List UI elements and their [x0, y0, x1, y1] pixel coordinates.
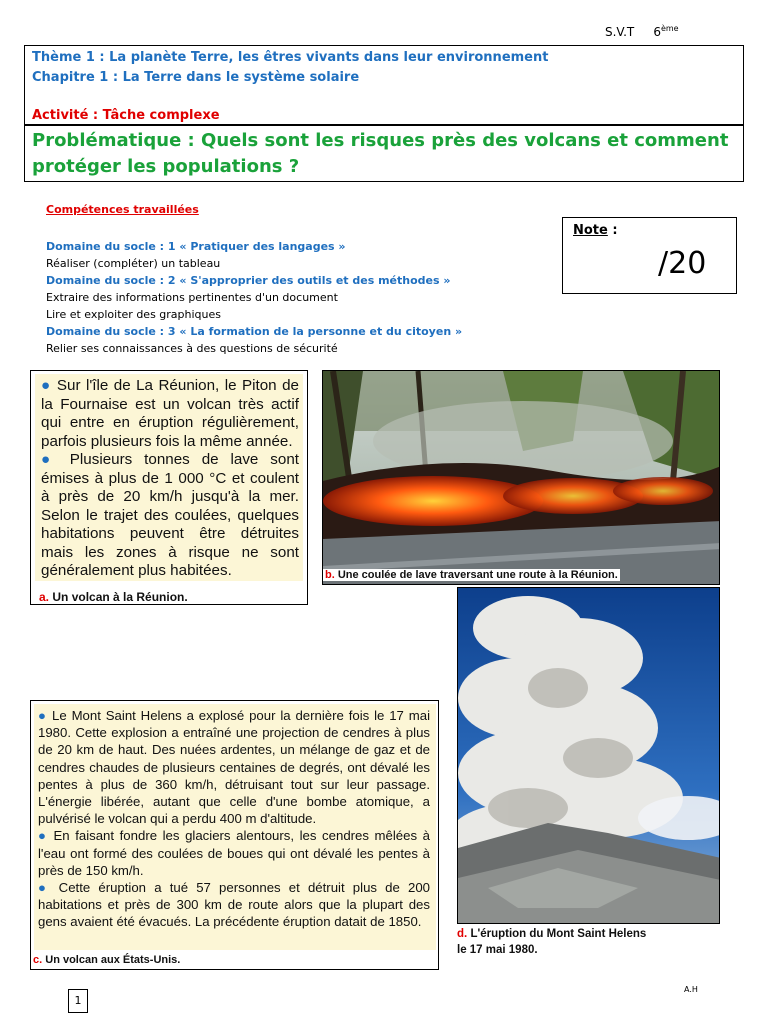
document-c-bullet-3: Cette éruption a tué 57 personnes et détruit plus de 200 habitations et près de 300 km de route alors que la plupart des gens avaient été évacués. La précédente éruption datait de 1850. — [38, 880, 431, 930]
bullet-icon: ● — [41, 377, 52, 394]
problematique-line-2: protéger les populations ? — [32, 156, 300, 177]
document-a-bullet-1: Sur l'île de La Réunion, le Piton de la Fournaise est un volcan très actif qui entre en éruption régulièrement, parfois plusieurs fois la même année. — [41, 377, 299, 450]
domaine-1-item: Réaliser (compléter) un tableau — [46, 257, 221, 270]
document-c-bullet-2: En faisant fondre les glaciers alentours, les cendres mêlées à l'eau ont formé des coulées de boues qui ont dévalé les pentes à près de 150 km/h. — [38, 828, 430, 878]
page-number: 1 — [68, 989, 88, 1013]
domaine-3-item: Relier ses connaissances à des questions de sécurité — [46, 342, 338, 355]
class-header — [605, 24, 679, 39]
note-label — [573, 223, 618, 238]
document-d-caption — [457, 926, 646, 958]
caption-text-line-1: L'éruption du Mont Saint Helens — [470, 928, 647, 940]
document-a-text — [41, 377, 299, 581]
bullet-icon: ● — [38, 880, 51, 896]
mount-st-helens-photo — [457, 587, 720, 924]
document-c-text — [38, 707, 430, 931]
lava-flow-image — [323, 371, 720, 585]
theme-box — [24, 45, 744, 125]
activity-title: Activité : Tâche complexe — [32, 108, 220, 123]
caption-letter: a. — [39, 590, 50, 604]
bullet-icon: ● — [41, 451, 58, 468]
document-b-caption — [323, 569, 620, 581]
subject-label: S.V.T — [605, 25, 635, 39]
domaine-2-item: Lire et exploiter des graphiques — [46, 308, 222, 321]
note-box — [562, 217, 737, 294]
caption-text: Un volcan aux États-Unis. — [45, 954, 181, 966]
problematique-line-1: Problématique : Quels sont les risques près des volcans et comment — [32, 130, 729, 151]
document-c-text-panel — [34, 704, 436, 950]
document-c-caption — [33, 954, 180, 966]
document-a-text-panel — [35, 374, 303, 581]
document-c-bullet-1: Le Mont Saint Helens a explosé pour la dernière fois le 17 mai 1980. Cette explosion a entraîné une projection de cendres à plus de 20 km de haut. Des nuées ardentes, un mélange de gaz et de cendres chaudes de plusieurs centaines de degrés, ont dévalé les pentes à plus de 360 km/h, détruisant tout sur leur passage. L'énergie libérée, autant que celle d'une bombe atomique, a pulvérisé le volcan qui a perdu 400 m d'altitude. — [38, 708, 431, 827]
level-label: 6 — [653, 25, 661, 39]
caption-text-line-2: le 17 mai 1980. — [457, 944, 538, 956]
competences-title: Compétences travaillées — [46, 203, 199, 216]
note-label-colon: : — [607, 223, 618, 238]
domaine-2: Domaine du socle : 2 « S'approprier des outils et des méthodes » — [46, 274, 451, 287]
document-c — [30, 700, 439, 970]
caption-letter: b. — [325, 569, 335, 581]
document-a-caption — [39, 590, 188, 604]
domaine-3: Domaine du socle : 3 « La formation de la personne et du citoyen » — [46, 325, 463, 338]
document-a — [30, 370, 308, 605]
theme-title: Thème 1 : La planète Terre, les êtres vivants dans leur environnement — [32, 50, 549, 65]
bullet-icon: ● — [38, 708, 48, 723]
author-initials: A.H — [684, 985, 698, 994]
note-label-text: Note — [573, 223, 608, 238]
lava-flow-photo — [322, 370, 720, 585]
caption-letter: c. — [33, 954, 43, 966]
bullet-icon: ● — [38, 828, 48, 844]
note-score: /20 — [658, 246, 707, 281]
document-a-bullet-2: Plusieurs tonnes de lave sont émises à plus de 1 000 °C et coulent à près de 20 km/h jusqu'à la mer. Selon le trajet des coulées, quelques habitations peuvent être détruites mais les zones à risque ne sont généralement plus habitées. — [41, 451, 299, 579]
problematique-box — [24, 125, 744, 182]
caption-text: Une coulée de lave traversant une route à la Réunion. — [337, 569, 618, 581]
caption-text: Un volcan à la Réunion. — [52, 590, 188, 604]
eruption-image — [458, 588, 720, 924]
caption-letter: d. — [457, 928, 468, 940]
level-sup: ème — [660, 24, 679, 33]
domaine-2-item: Extraire des informations pertinentes d'un document — [46, 291, 338, 304]
domaine-1: Domaine du socle : 1 « Pratiquer des langages » — [46, 240, 346, 253]
chapter-title: Chapitre 1 : La Terre dans le système solaire — [32, 70, 360, 85]
